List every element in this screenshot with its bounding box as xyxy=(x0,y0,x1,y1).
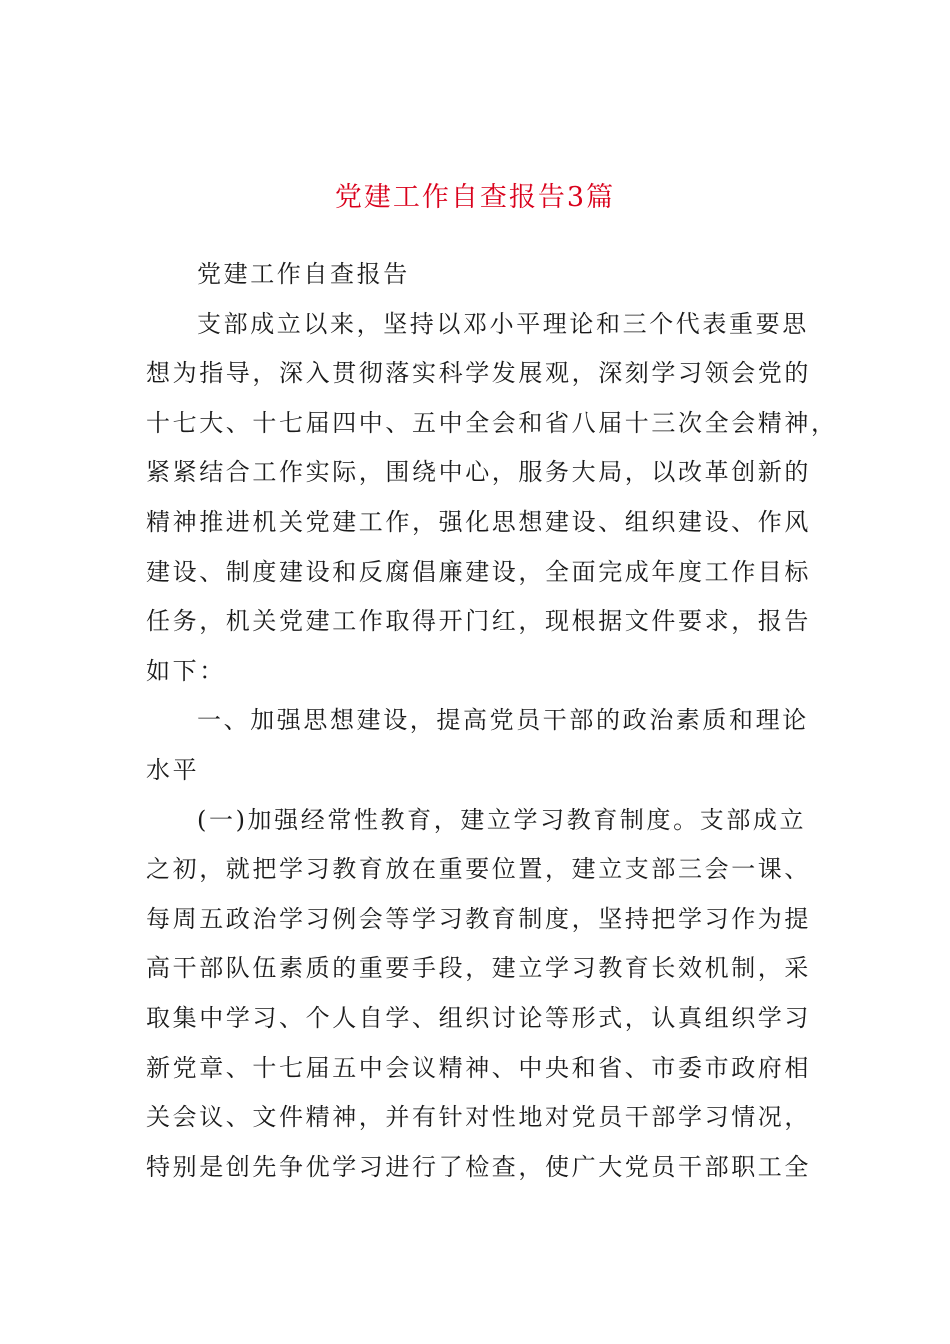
text-line: 水平 xyxy=(146,755,200,784)
text-line: 如下： xyxy=(146,656,226,685)
text-line: 取集中学习、个人自学、组织讨论等形式，认真组织学习 xyxy=(146,1003,811,1032)
document-title: 党建工作自查报告3篇 xyxy=(334,182,616,213)
text-line: 特别是创先争优学习进行了检查，使广大党员干部职工全 xyxy=(146,1152,811,1181)
text-line: 十七大、十七届四中、五中全会和省八届十三次全会精神， xyxy=(146,408,838,437)
text-line: 新党章、十七届五中会议精神、中央和省、市委市政府相 xyxy=(146,1053,811,1082)
text-line: 高干部队伍素质的重要手段，建立学习教育长效机制，采 xyxy=(146,954,811,983)
text-line: 建设、制度建设和反腐倡廉建设，全面完成年度工作目标 xyxy=(146,557,811,586)
text-line: 之初，就把学习教育放在重要位置，建立支部三会一课、 xyxy=(146,855,811,884)
text-line: 想为指导，深入贯彻落实科学发展观，深刻学习领会党的 xyxy=(146,359,811,388)
text-line: 一、加强思想建设，提高党员干部的政治素质和理论 xyxy=(197,706,809,735)
text-line: 精神推进机关党建工作，强化思想建设、组织建设、作风 xyxy=(146,507,811,536)
document-body xyxy=(146,250,838,1192)
text-line: (一)加强经常性教育，建立学习教育制度。支部成立 xyxy=(197,805,807,834)
text-line: 紧紧结合工作实际，围绕中心，服务大局，以改革创新的 xyxy=(146,458,811,487)
text-line: 党建工作自查报告 xyxy=(197,260,410,288)
text-line: 关会议、文件精神，并有针对性地对党员干部学习情况， xyxy=(146,1103,811,1132)
text-line: 每周五政治学习例会等学习教育制度，坚持把学习作为提 xyxy=(146,904,811,933)
text-line: 任务，机关党建工作取得开门红，现根据文件要求，报告 xyxy=(146,607,811,636)
text-line: 支部成立以来，坚持以邓小平理论和三个代表重要思 xyxy=(197,309,809,338)
